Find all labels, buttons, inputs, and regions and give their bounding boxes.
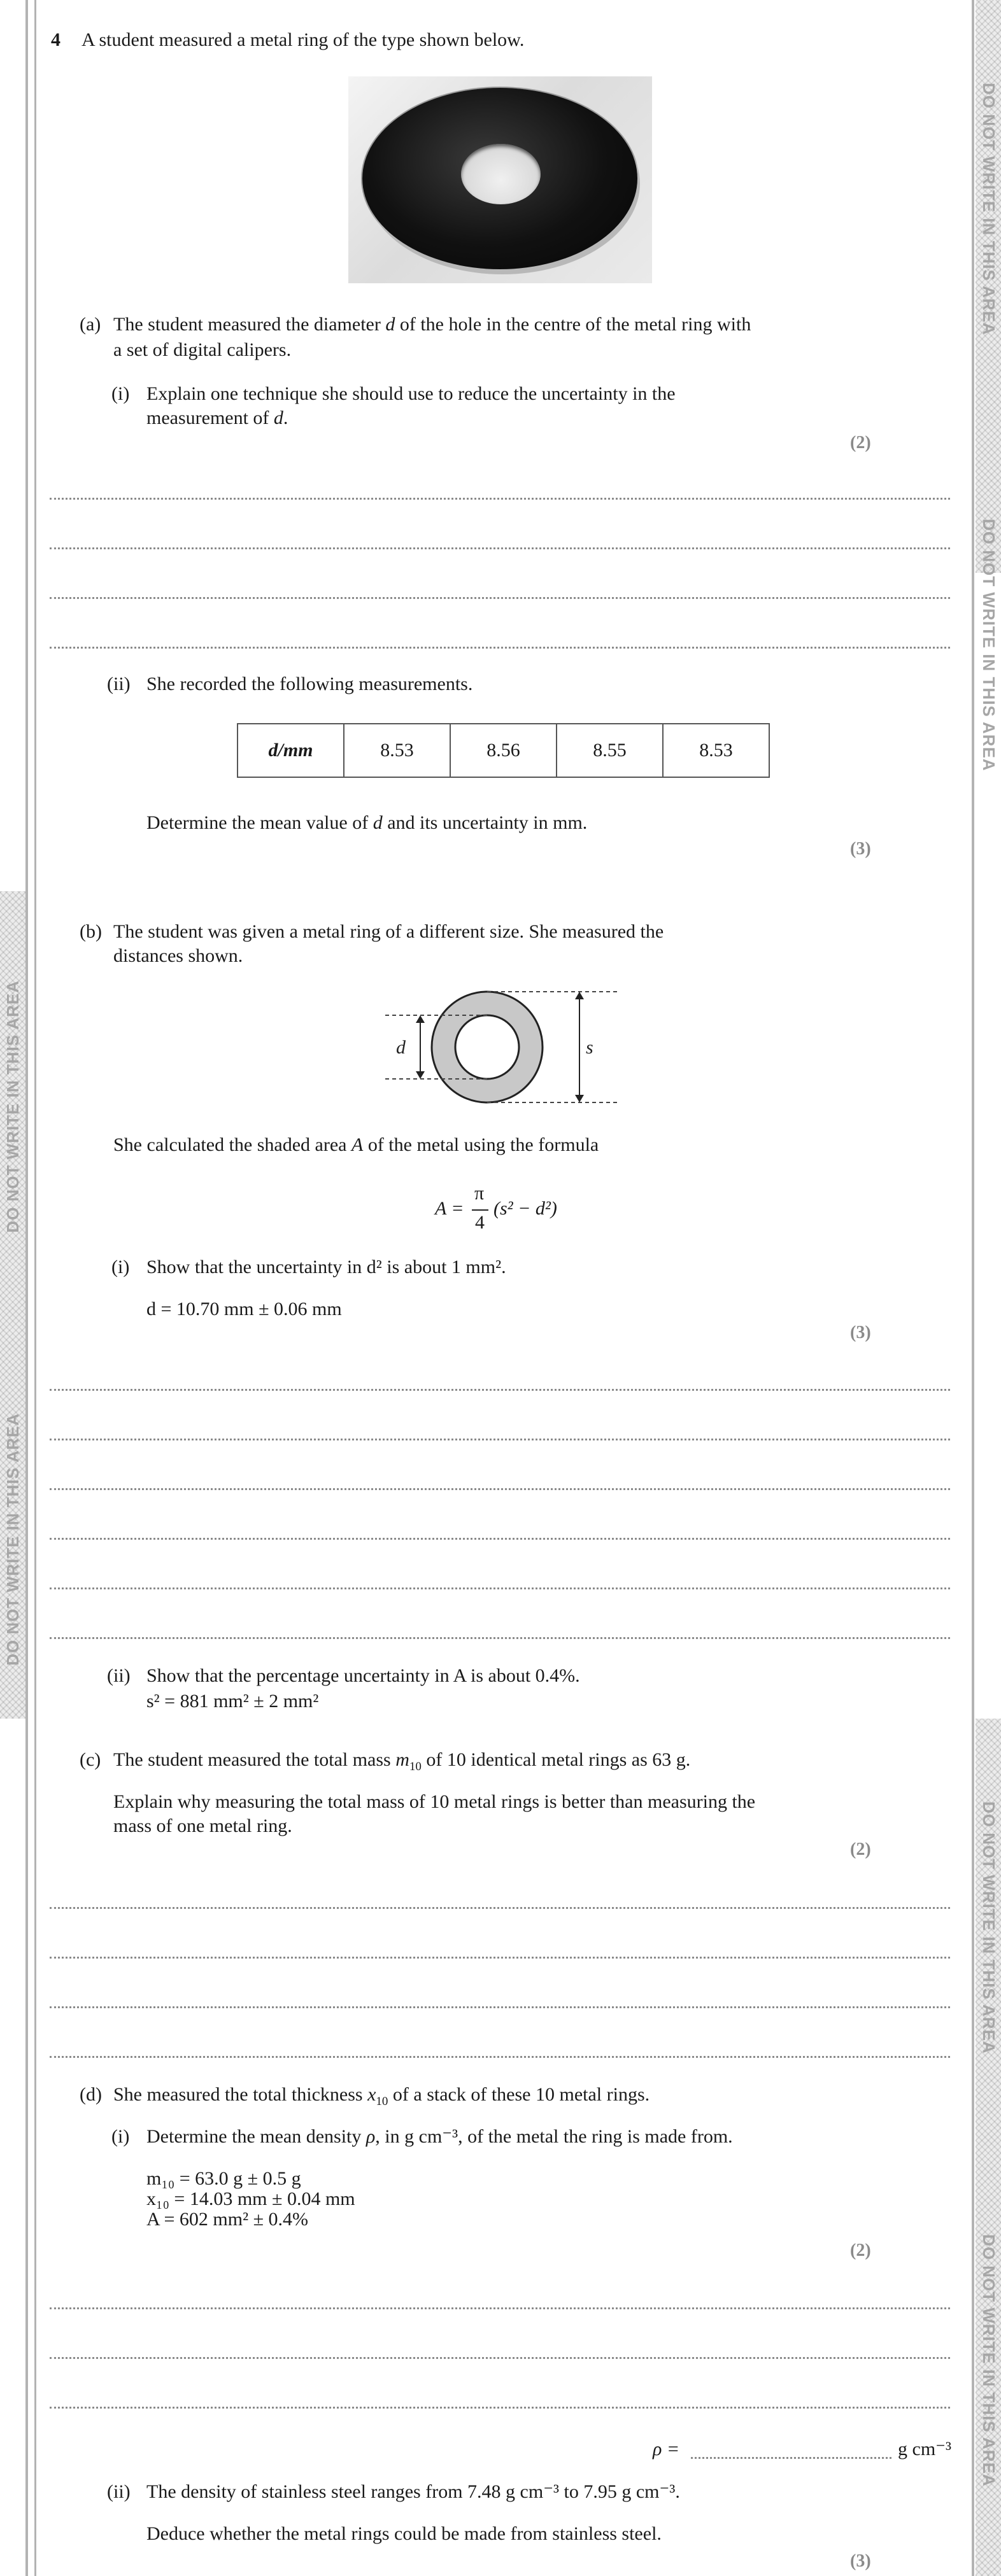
table-cell: 8.53 [344,724,450,777]
cut-off-region [127,1691,382,1716]
part-c-label: (c) [80,1749,101,1770]
answer-line[interactable] [50,1907,950,1909]
part-a-line2: a set of digital calipers. [113,339,292,360]
margin-warning-right-4: DO NOT WRITE IN THIS AREA [979,2234,998,2487]
answer-line[interactable] [50,1538,950,1540]
var-rho: ρ [366,2126,376,2147]
part-d-line1 [113,2083,650,2114]
part-b-label: (b) [80,921,102,942]
answer-rho-line[interactable] [691,2457,891,2459]
answer-line[interactable] [50,597,950,599]
header-text: d/mm [268,740,313,761]
text: and its uncertainty in mm. [382,812,588,833]
answer-line[interactable] [50,1439,950,1440]
part-a-i-label: (i) [111,383,130,404]
subscript: 10 [376,2095,388,2108]
part-d-ii-label: (ii) [107,2481,131,2502]
marks-d-ii: (3) [850,2551,871,2571]
table-cell: 8.55 [557,724,663,777]
answer-line[interactable] [50,1488,950,1490]
text: of the hole in the centre of the metal ring with [395,314,751,335]
arrowhead [416,1071,425,1079]
part-a-i-line1: Explain one technique she should use to reduce the uncertainty in the [146,383,676,404]
var-m: m [395,1749,409,1770]
text: , in g cm⁻³, of the metal the ring is made from. [375,2126,733,2147]
marks-c: (2) [850,1840,871,1859]
part-d-ii-task: Deduce whether the metal rings could be made from stainless steel. [146,2523,662,2544]
var-d: d [385,314,395,335]
text: The student measured the diameter [113,314,386,335]
table-cell: 8.56 [450,724,557,777]
arrowhead [575,1095,584,1102]
answer-line[interactable] [50,647,950,649]
given-thickness: x₁₀ = 14.03 mm ± 0.04 mm [146,2188,355,2209]
margin-warning-left-2: DO NOT WRITE IN THIS AREA [3,1413,22,1666]
fraction-bar [472,1209,488,1211]
formula-lhs: A = [435,1198,464,1219]
margin-warning-right-3: DO NOT WRITE IN THIS AREA [979,1801,998,2054]
answer-line[interactable] [50,2407,950,2409]
var-A: A [351,1134,364,1155]
part-b-ii-label: (ii) [107,1665,131,1686]
question-number: 4 [51,29,60,50]
part-c-line2: Explain why measuring the total mass of 10 metal rings is better than measuring the [113,1791,756,1812]
marks-b-i: (3) [850,1323,871,1342]
part-a-line1 [113,313,751,337]
answer-line[interactable] [50,547,950,549]
part-a-i-line2 [146,406,288,430]
text: She calculated the shaded area [113,1134,351,1155]
formula-intro [113,1133,599,1157]
text: of the metal using the formula [363,1134,599,1155]
answer-line[interactable] [50,1389,950,1391]
ring-inner [455,1015,519,1079]
part-c-line1 [113,1748,690,1779]
part-b-ii-given-partial: s² = 881 mm² ± 2 mm² [146,1691,319,1712]
part-a-ii-text: She recorded the following measurements. [146,673,473,694]
part-b-line1: The student was given a metal ring of a different size. She measured the [113,921,664,942]
answer-line[interactable] [50,498,950,500]
table-header-cell [238,724,344,777]
ring-hole [461,144,541,204]
text: of a stack of these 10 metal rings. [388,2084,650,2105]
part-c-line3: mass of one metal ring. [113,1815,292,1836]
text: She measured the total thickness [113,2084,368,2105]
part-b-line2: distances shown. [113,945,243,966]
question-stem: A student measured a metal ring of the type shown below. [82,29,525,50]
var-x: x [367,2084,376,2105]
part-a-ii-label: (ii) [107,673,131,694]
measurements-table [237,723,770,778]
part-b-ii-text: Show that the percentage uncertainty in A is about 0.4%. [146,1665,580,1686]
answer-line[interactable] [50,1957,950,1959]
var-d: d [373,812,383,833]
answer-rho-label [653,2437,679,2461]
formula-den: 4 [475,1212,485,1233]
part-d-ii-text: The density of stainless steel ranges from 7.48 g cm⁻³ to 7.95 g cm⁻³. [146,2481,680,2502]
formula-pi: π [474,1183,485,1204]
answer-line[interactable] [50,1587,950,1589]
rho-label: ρ = [653,2439,680,2460]
table-row [238,724,769,777]
part-d-i-label: (i) [111,2126,130,2147]
text: The student measured the total mass [113,1749,396,1770]
answer-line[interactable] [50,1637,950,1639]
part-d-label: (d) [80,2084,102,2105]
part-d-i-text [146,2125,733,2149]
marks-a-i: (2) [850,433,871,453]
area-formula [435,1183,600,1246]
text: Determine the mean density [146,2126,366,2147]
answer-line[interactable] [50,2307,950,2309]
label-s: s [586,1037,593,1058]
left-margin-rule [25,0,28,2576]
text: measurement of [146,407,274,428]
subscript: 10 [409,1760,422,1773]
right-margin-rule [972,0,974,2576]
marks-a-ii: (3) [850,839,871,859]
margin-warning-right-2: DO NOT WRITE IN THIS AREA [979,519,998,771]
answer-rho-unit: g cm⁻³ [898,2439,951,2460]
part-b-i-text: Show that the uncertainty in d² is about 1 mm². [146,1256,506,1277]
text: Determine the mean value of [146,812,373,833]
margin-warning-right-1: DO NOT WRITE IN THIS AREA [979,83,998,335]
var-d: d [273,407,283,428]
label-d: d [396,1037,406,1058]
part-a-ii-task [146,811,587,835]
answer-line[interactable] [50,2056,950,2058]
text: of 10 identical metal rings as 63 g. [421,1749,691,1770]
margin-warning-left-1: DO NOT WRITE IN THIS AREA [3,980,22,1233]
text: . [283,407,288,428]
part-a-label: (a) [80,314,101,335]
part-b-i-label: (i) [111,1256,130,1277]
ring-body [362,88,637,269]
given-area: A = 602 mm² ± 0.4% [146,2209,309,2230]
arrowhead [416,1015,425,1023]
answer-line[interactable] [50,2006,950,2008]
given-mass: m₁₀ = 63.0 g ± 0.5 g [146,2168,301,2189]
formula-rhs: (s² − d²) [493,1198,557,1219]
ring-diagram [376,983,630,1111]
arrowhead [575,992,584,999]
marks-d-i: (2) [850,2241,871,2260]
left-margin-rule-2 [34,0,36,2576]
metal-ring-photo [348,76,652,283]
part-b-i-given: d = 10.70 mm ± 0.06 mm [146,1299,342,1320]
table-cell: 8.53 [663,724,769,777]
answer-line[interactable] [50,2357,950,2359]
